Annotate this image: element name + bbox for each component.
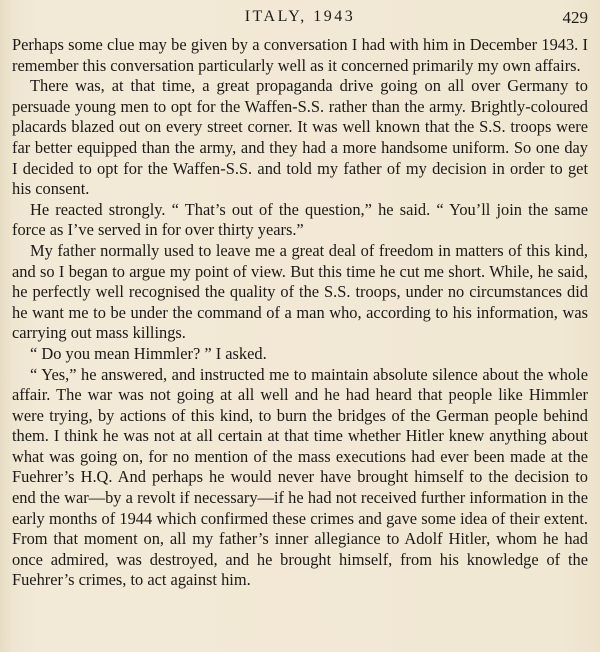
paragraph: He reacted strongly. “ That’s out of the question,” he said. “ You’ll join the same force as I’ve served in for over thirty years.” xyxy=(12,199,588,240)
paragraph: “ Do you mean Himmler? ” I asked. xyxy=(30,343,267,363)
paragraph: “ Yes,” he answered, and instructed me to maintain absolute silence about the whole affair. The war was not going at all well and he had heard that people like Himmler were trying, by actions of this kind, to burn the bridges of the German people behind them. I think he was not at all certain at that time whether Hitler knew anything about what was going on, for no mention of the mass executions had ever been made at the Fuehrer’s H.Q. And perhaps he would never have brought himself to the decision to end the war—by a revolt if necessary—if he had not received further information in the early months of 1944 which confirmed these crimes and gave some idea of their extent. From that moment on, all my father’s inner allegiance to Adolf Hitler, whom he had once admired, was destroyed, and he brought himself, from his knowledge of the Fuehrer’s crimes, to act against him. xyxy=(12,364,588,590)
body-text xyxy=(12,35,588,591)
paragraph: Perhaps some clue may be given by a conversation I had with him in December 1943. I remember this conversation particularly well as it concerned primarily my own affairs. xyxy=(12,35,588,75)
page-header xyxy=(0,6,600,30)
paragraph: My father normally used to leave me a great deal of freedom in matters of this kind, and so I began to argue my point of view. But this time he cut me short. While, he said, he perfectly well recognised the quality of the S.S. troops, under no circumstances did he want me to be under the command of a man who, according to his information, was carrying out mass killings. xyxy=(12,240,588,343)
running-head: ITALY, 1943 xyxy=(244,8,356,25)
paragraph: There was, at that time, a great propaganda drive going on all over Germany to persuade young men to opt for the Waffen-S.S. rather than the army. Brightly-coloured placards blazed out on every street corner. It was well known that the S.S. troops were far better equipped than the army, and they had a more handsome uniform. So one day I decided to opt for the Waffen-S.S. and told my father of my decision in order to get his consent. xyxy=(12,76,588,199)
page-number: 429 xyxy=(562,8,588,27)
